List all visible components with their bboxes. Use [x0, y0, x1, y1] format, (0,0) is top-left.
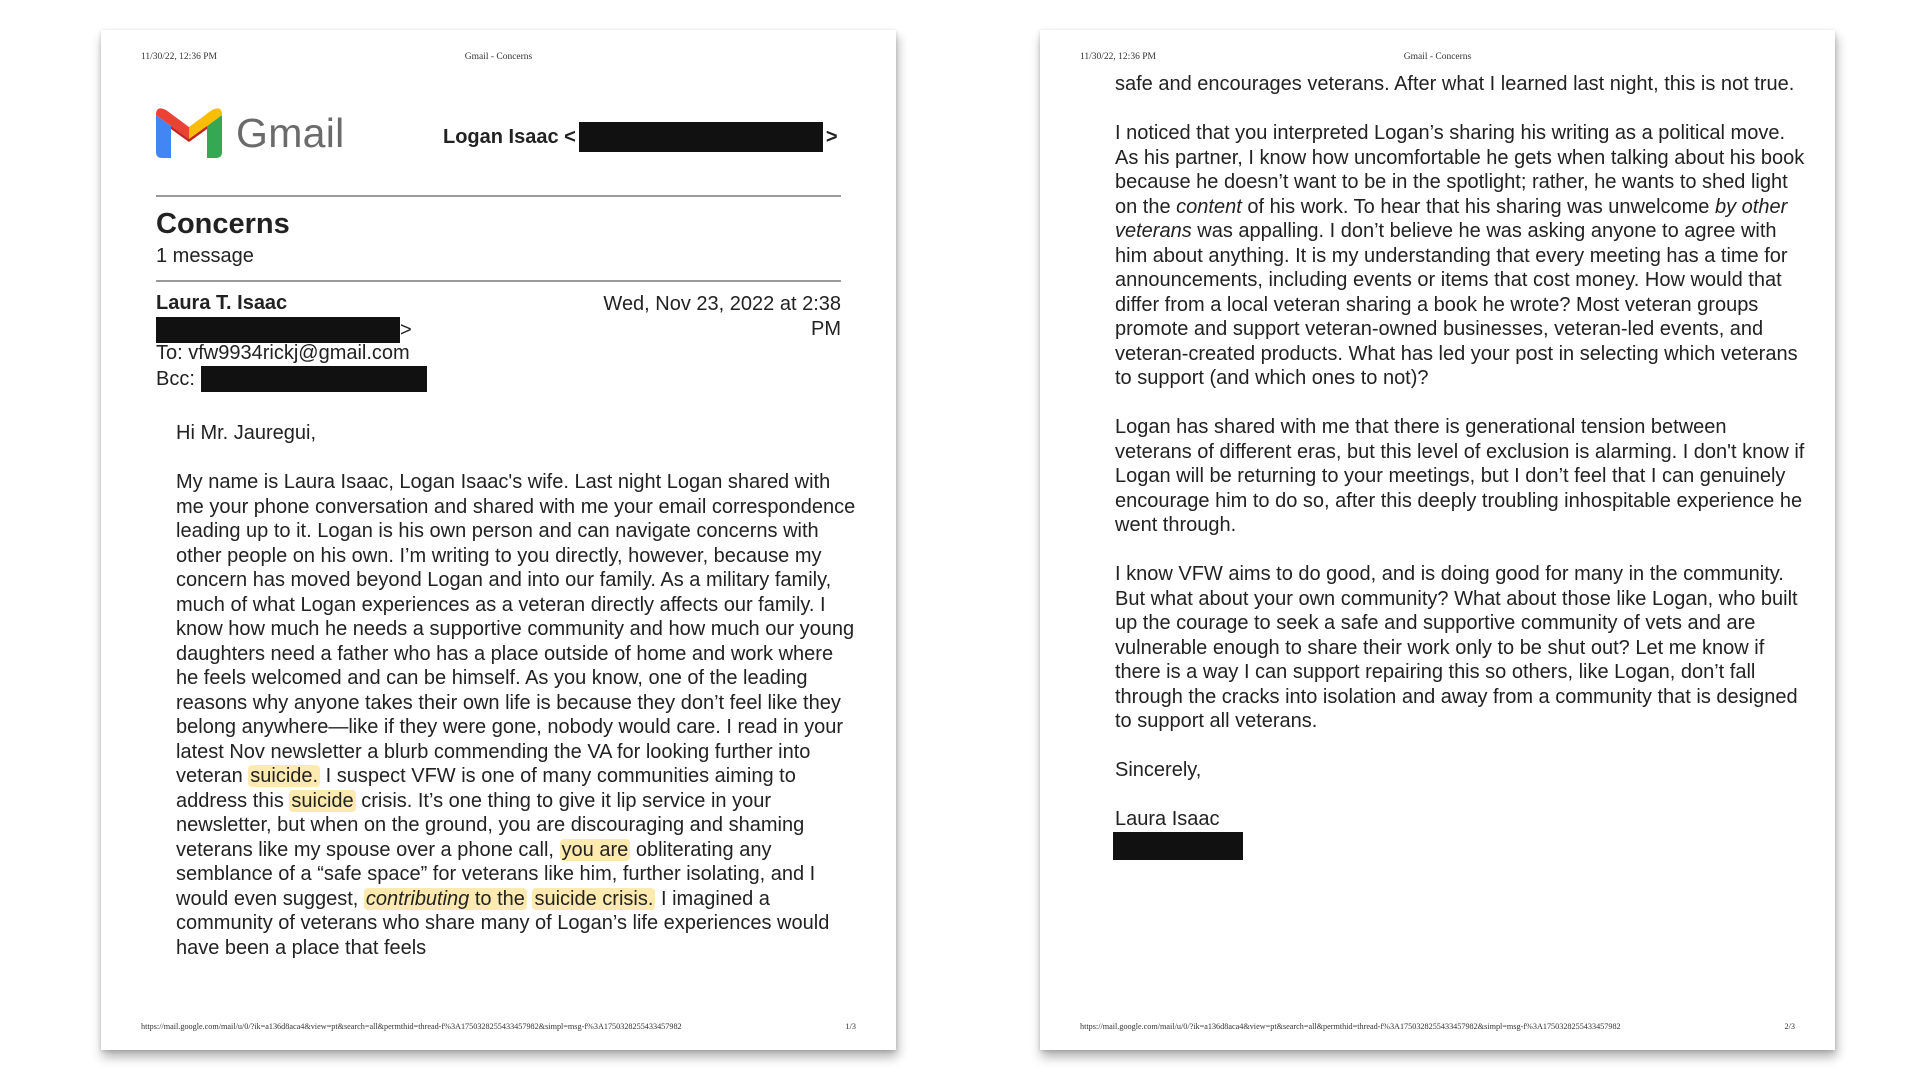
page-number: 1/3	[845, 1022, 856, 1031]
email-date: Wed, Nov 23, 2022 at 2:38 PM	[603, 293, 841, 340]
gmail-logo-text: Gmail	[236, 109, 345, 156]
greeting: Hi Mr. Jauregui,	[176, 422, 317, 444]
email-body	[176, 421, 856, 960]
gmail-m-icon	[156, 108, 222, 158]
printed-page-1	[101, 30, 896, 1050]
body-paragraph: Logan has shared with me that there is generational tension between veterans of different eras, but this level of exclusion is alarming. I don't know if Logan will be returning to your meetings, but I don’t feel that I can genuinely encourage him to do so, after this deeply troubling inhospitable experience he went through.	[1115, 416, 1805, 536]
page-number: 2/3	[1784, 1022, 1795, 1031]
recipient-to: To: vfw9934rickj@gmail.com	[156, 342, 410, 364]
print-title: Gmail - Concerns	[1403, 52, 1472, 62]
redaction-bar	[1113, 832, 1243, 860]
highlight: suicide crisis.	[534, 887, 654, 910]
redaction-bar	[201, 366, 427, 392]
recipient-bcc: Bcc:	[156, 366, 427, 392]
print-datetime: 11/30/22, 12:36 PM	[1080, 52, 1156, 62]
printed-page-2	[1040, 30, 1835, 1050]
redaction-bar	[579, 122, 823, 152]
print-url: https://mail.google.com/mail/u/0/?ik=a136d8aca4&view=pt&search=all&permthid=thread-f%3A1750328255433457982&simpl=msg-f%3A1750328255433457982	[1080, 1022, 1621, 1031]
account-owner: Logan Isaac < >	[443, 122, 838, 152]
gmail-logo	[156, 105, 345, 161]
message-count: 1 message	[156, 245, 254, 267]
divider	[156, 280, 841, 282]
email-subject: Concerns	[156, 208, 290, 240]
body-paragraph: My name is Laura Isaac, Logan Isaac's wife. Last night Logan shared with me your phone conversation and shared with me your email correspondence leading up to it. Logan is his own person and can navigate concerns with other people on his own. I’m writing to you directly, however, because my concern has moved beyond Logan and into our family. As a military family, much of what Logan experiences as a veteran directly affects our family. I know how much he needs a supportive community and how much our young daughters need a father who has a place outside of home and work where he feels welcomed and can be himself. As you know, one of the leading reasons why anyone takes their own life is because they don’t feel like they belong anywhere—like if they were gone, nobody would care. I read in your latest Nov newsletter a blurb commending the VA for looking further into veteran suicide. I suspect VFW is one of many communities aiming to address this suicide crisis. It’s one thing to give it lip service in your newsletter, but when on the ground, you are discouraging and shaming veterans like my spouse over a phone call, you are obliterating any semblance of a “safe space” for veterans like him, further isolating, and I would even suggest, contributing to the suicide crisis. I imagined a community of veterans who share many of Logan’s life experiences would have been a place that feels	[176, 471, 856, 959]
highlight: you are	[561, 838, 629, 861]
signature-name: Laura Isaac	[1115, 808, 1220, 830]
divider	[156, 195, 841, 197]
sender-email: >	[156, 317, 412, 343]
signature-block	[1115, 807, 1805, 860]
highlight: suicide	[291, 789, 354, 812]
print-title: Gmail - Concerns	[464, 52, 533, 62]
email-body-continued	[1115, 72, 1805, 860]
body-paragraph: I noticed that you interpreted Logan’s sharing his writing as a political move. As his partner, I know how uncomfortable he gets when talking about his book because he doesn’t want to be in the spotlight; rather, he wants to shed light on the content of his work. To hear that his sharing was unwelcome by other veterans was appalling. I don’t believe he was asking anyone to agree with him about anything. It is my understanding that every meeting has a time for announcements, including events or items that cost money. How would that differ from a local veteran sharing a book he wrote? Most veteran groups promote and support veteran-owned businesses, veteran-led events, and veteran-created products. What has led your post in selecting which veterans to support (and which ones to not)?	[1115, 122, 1805, 389]
closing: Sincerely,	[1115, 759, 1202, 781]
highlight: contributing to the	[365, 887, 525, 910]
print-datetime: 11/30/22, 12:36 PM	[141, 52, 217, 62]
print-url: https://mail.google.com/mail/u/0/?ik=a136d8aca4&view=pt&search=all&permthid=thread-f%3A1750328255433457982&simpl=msg-f%3A1750328255433457982	[141, 1022, 682, 1031]
highlight: suicide.	[250, 765, 319, 787]
sender-name: Laura T. Isaac	[156, 292, 288, 314]
body-paragraph: safe and encourages veterans. After what I learned last night, this is not true.	[1115, 73, 1795, 95]
body-paragraph: I know VFW aims to do good, and is doing good for many in the community. But what about your own community? What about those like Logan, who built up the courage to seek a safe and supportive community of vets and are vulnerable enough to share their work only to be shut out? Let me know if there is a way I can support repairing this so others, like Logan, don’t fall through the cracks into isolation and away from a community that is designed to support all veterans.	[1115, 563, 1798, 732]
redaction-bar	[156, 317, 400, 343]
